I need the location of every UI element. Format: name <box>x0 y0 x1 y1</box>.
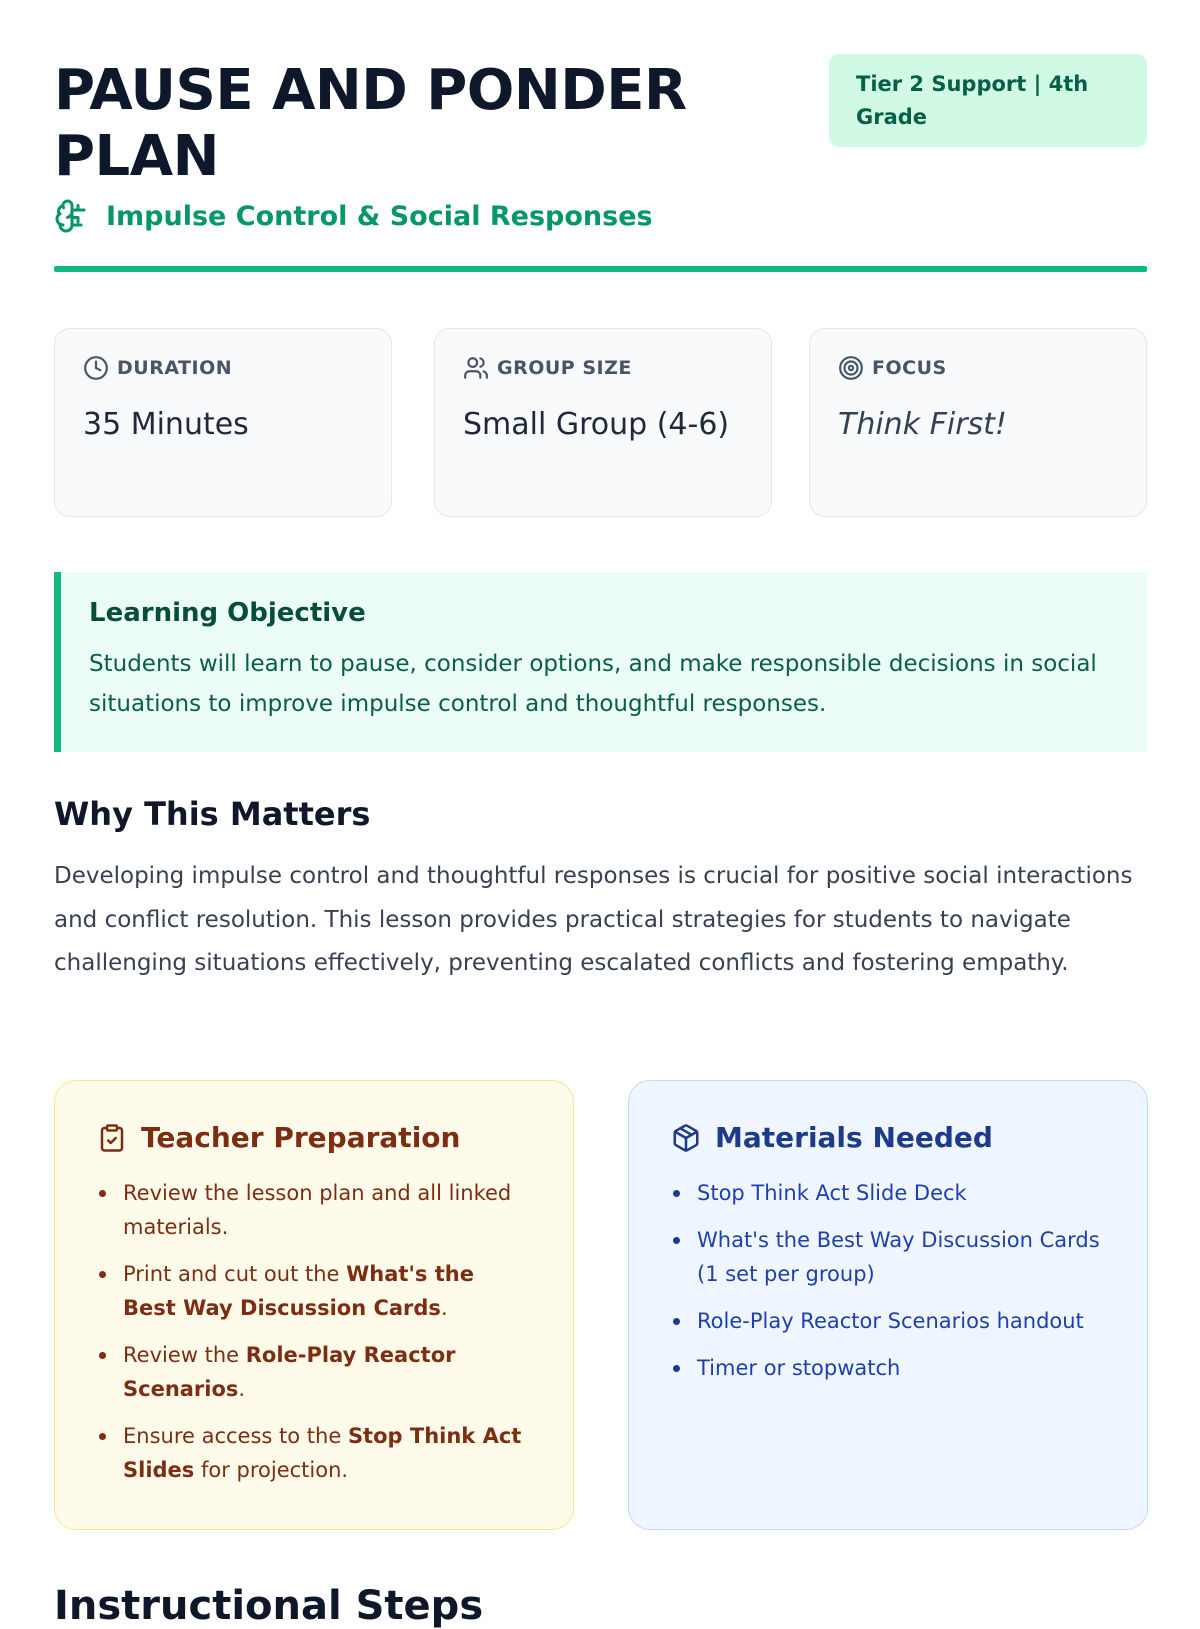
list-item-text: . <box>238 1377 246 1401</box>
list-item-text: Print and cut out the <box>123 1262 347 1286</box>
users-icon <box>463 355 489 381</box>
focus-label-row <box>838 355 1118 381</box>
why-this-matters <box>54 795 1147 986</box>
teacher-preparation <box>54 1080 574 1530</box>
clipboard-check-icon <box>97 1123 127 1153</box>
why-text: Developing impulse control and thoughtful responses is crucial for positive social interactions and conflict resolution. This lesson provides practical strategies for students to navigate challenging situations effectively, preventing escalated conflicts and fostering empathy. <box>54 863 1133 976</box>
teacher-prep-list <box>97 1176 531 1487</box>
teacher-prep-heading <box>97 1121 531 1154</box>
list-item: What's the Best Way Discussion Cards (1 set per group) <box>671 1223 1105 1291</box>
lesson-plan-page <box>54 0 1147 1629</box>
list-item: Timer or stopwatch <box>671 1351 1105 1385</box>
group-size-label: GROUP SIZE <box>497 357 632 379</box>
list-item-emphasis: Role-Play Reactor Scenarios <box>123 1343 456 1401</box>
duration-label: DURATION <box>117 357 233 379</box>
list-item-emphasis: Stop Think Act Slides <box>123 1424 522 1482</box>
list-item-text: Review the lesson plan and all linked materials. <box>123 1181 512 1239</box>
materials-needed <box>628 1080 1148 1530</box>
materials-heading <box>671 1121 1105 1154</box>
group-size-card <box>434 328 772 517</box>
objective-title: Learning Objective <box>89 598 366 628</box>
page-title: PAUSE AND PONDER PLAN <box>54 58 687 189</box>
list-item <box>97 1338 531 1406</box>
materials-list <box>671 1176 1105 1385</box>
list-item <box>97 1176 531 1244</box>
duration-value: 35 Minutes <box>83 407 249 442</box>
materials-title: Materials Needed <box>715 1121 993 1154</box>
objective-text: Students will learn to pause, consider options, and make responsible decisions in social situations to improve impulse control and thoughtful responses. <box>89 651 1097 717</box>
group-size-value: Small Group (4-6) <box>463 407 730 442</box>
duration-card <box>54 328 392 517</box>
info-cards <box>54 328 1147 517</box>
group-size-label-row <box>463 355 743 381</box>
list-item: Stop Think Act Slide Deck <box>671 1176 1105 1210</box>
list-item-text: . <box>440 1296 448 1320</box>
list-item-text: for projection. <box>194 1458 349 1482</box>
target-icon <box>838 355 864 381</box>
instructional-steps-heading: Instructional Steps <box>54 1583 484 1629</box>
list-item: Role-Play Reactor Scenarios handout <box>671 1304 1105 1338</box>
why-title: Why This Matters <box>54 795 371 833</box>
clock-icon <box>83 355 109 381</box>
duration-label-row <box>83 355 363 381</box>
tier-badge: Tier 2 Support | 4th Grade <box>829 54 1147 147</box>
header <box>54 0 1147 275</box>
brain-icon <box>54 198 90 234</box>
focus-card <box>809 328 1147 517</box>
subtitle-text: Impulse Control & Social Responses <box>106 200 653 232</box>
list-item-text: Review the <box>123 1343 246 1367</box>
list-item-emphasis: What's the Best Way Discussion Cards <box>123 1262 474 1320</box>
learning-objective <box>54 572 1147 752</box>
subtitle <box>54 198 653 234</box>
focus-label: FOCUS <box>872 357 947 379</box>
list-item <box>97 1419 531 1487</box>
list-item-text: Ensure access to the <box>123 1424 348 1448</box>
package-icon <box>671 1123 701 1153</box>
header-divider <box>54 266 1147 272</box>
teacher-prep-title: Teacher Preparation <box>141 1121 461 1154</box>
list-item <box>97 1257 531 1325</box>
focus-value: Think First! <box>838 407 1007 442</box>
